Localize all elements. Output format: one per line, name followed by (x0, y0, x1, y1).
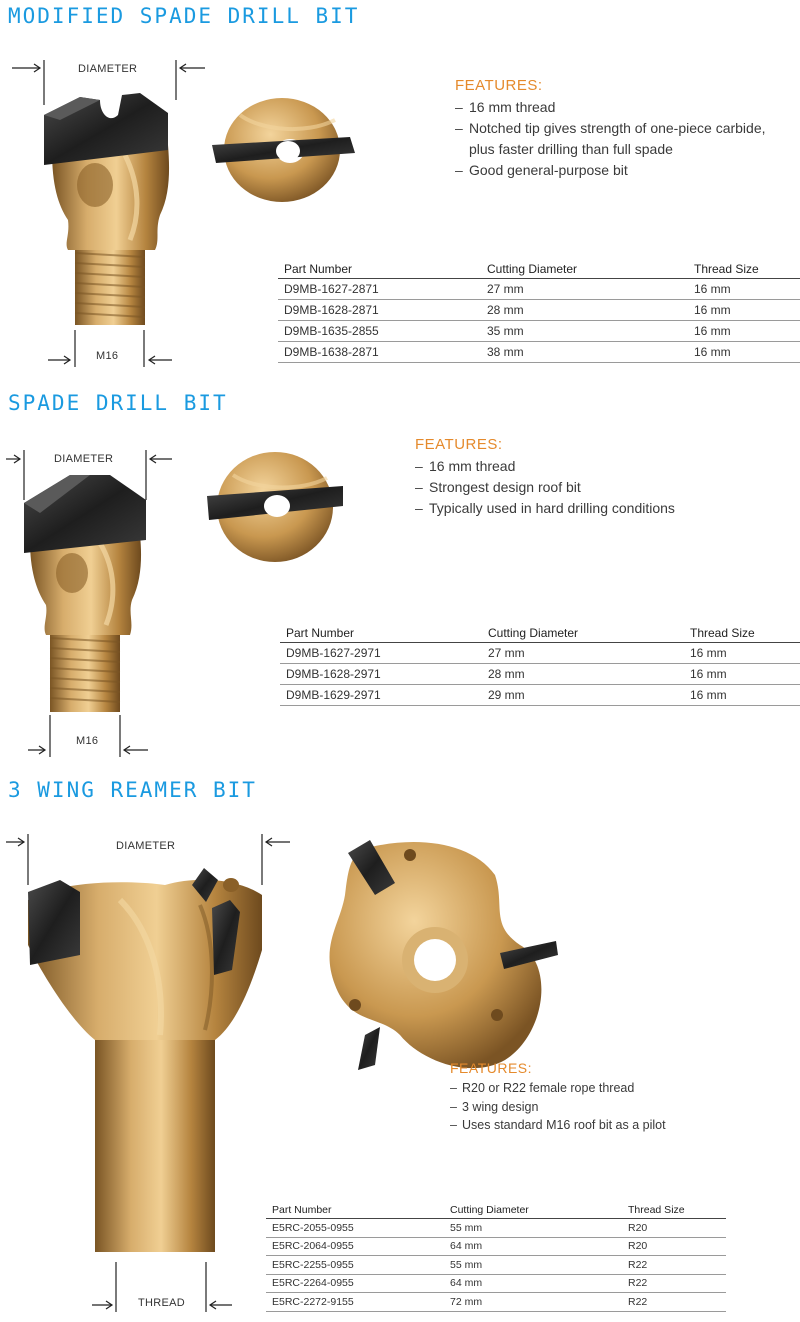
table-cell: 27 mm (482, 643, 684, 664)
spec-table (280, 622, 800, 706)
table-cell: 16 mm (684, 643, 800, 664)
table-cell: 16 mm (688, 321, 800, 342)
reamer-bit-side-image (0, 830, 300, 1320)
features-block (455, 77, 785, 181)
table-cell: 16 mm (688, 342, 800, 363)
feature-item: – 16 mm thread (415, 456, 785, 477)
feature-item: – Notched tip gives strength of one-piece carbide, plus faster drilling than full spade (455, 118, 785, 160)
table-cell: R20 (622, 1219, 726, 1238)
column-header: Thread Size (684, 622, 800, 643)
thread-size-label: THREAD (138, 1297, 186, 1309)
table-cell: 16 mm (684, 664, 800, 685)
feature-item: – Good general-purpose bit (455, 160, 785, 181)
feature-item: – Uses standard M16 roof bit as a pilot (450, 1116, 790, 1135)
reamer-bit-top-image (320, 835, 560, 1085)
table-cell: E5RC-2064-0955 (266, 1237, 444, 1256)
table-cell: 27 mm (481, 279, 688, 300)
table-cell: D9MB-1627-2971 (280, 643, 482, 664)
column-header: Part Number (278, 258, 481, 279)
table-row (266, 1256, 726, 1275)
modified-spade-bit-top-image (210, 95, 355, 205)
section-title-spade: SPADE DRILL BIT (8, 391, 228, 415)
table-cell: D9MB-1628-2971 (280, 664, 482, 685)
features-heading: FEATURES: (455, 77, 543, 94)
table-cell: 55 mm (444, 1256, 622, 1275)
table-row (266, 1219, 726, 1238)
spade-bit-side-image (0, 445, 180, 760)
column-header: Thread Size (688, 258, 800, 279)
feature-item: – Strongest design roof bit (415, 477, 785, 498)
table-cell: D9MB-1635-2855 (278, 321, 481, 342)
table-row (266, 1237, 726, 1256)
table-cell: 38 mm (481, 342, 688, 363)
table-cell: E5RC-2272-9155 (266, 1293, 444, 1312)
table-cell: E5RC-2264-0955 (266, 1274, 444, 1293)
modified-spade-bit-side-image (0, 55, 210, 375)
diameter-label: DIAMETER (78, 63, 138, 75)
table-row (278, 342, 800, 363)
table-row (278, 279, 800, 300)
table-cell: 72 mm (444, 1293, 622, 1312)
column-header: Cutting Diameter (482, 622, 684, 643)
table-cell: D9MB-1628-2871 (278, 300, 481, 321)
table-cell: R22 (622, 1274, 726, 1293)
table-row (280, 685, 800, 706)
diameter-label: DIAMETER (54, 453, 114, 465)
features-heading: FEATURES: (450, 1060, 533, 1076)
table-cell: 64 mm (444, 1274, 622, 1293)
features-heading: FEATURES: (415, 436, 503, 453)
features-block (450, 1060, 790, 1135)
column-header: Thread Size (622, 1200, 726, 1219)
feature-item: – 3 wing design (450, 1098, 790, 1117)
table-cell: R22 (622, 1256, 726, 1275)
thread-size-label: M16 (96, 350, 119, 362)
table-cell: R22 (622, 1293, 726, 1312)
feature-item: – 16 mm thread (455, 97, 785, 118)
table-cell: D9MB-1629-2971 (280, 685, 482, 706)
table-cell: E5RC-2255-0955 (266, 1256, 444, 1275)
section-title-modified-spade: MODIFIED SPADE DRILL BIT (8, 4, 360, 28)
table-cell: 55 mm (444, 1219, 622, 1238)
table-cell: 28 mm (482, 664, 684, 685)
table-cell: 64 mm (444, 1237, 622, 1256)
table-row (278, 300, 800, 321)
table-header-row (278, 258, 800, 279)
features-block (415, 436, 785, 519)
table-cell: 35 mm (481, 321, 688, 342)
table-cell: R20 (622, 1237, 726, 1256)
spec-table (278, 258, 800, 363)
feature-item: – R20 or R22 female rope thread (450, 1079, 790, 1098)
spec-table (266, 1200, 726, 1312)
thread-size-label: M16 (76, 735, 99, 747)
column-header: Part Number (266, 1200, 444, 1219)
section-title-3-wing-reamer: 3 WING REAMER BIT (8, 778, 257, 802)
column-header: Cutting Diameter (444, 1200, 622, 1219)
table-cell: 29 mm (482, 685, 684, 706)
table-header-row (280, 622, 800, 643)
table-cell: D9MB-1638-2871 (278, 342, 481, 363)
table-header-row (266, 1200, 726, 1219)
table-row (280, 664, 800, 685)
table-cell: 16 mm (688, 300, 800, 321)
table-cell: E5RC-2055-0955 (266, 1219, 444, 1238)
column-header: Part Number (280, 622, 482, 643)
feature-item: – Typically used in hard drilling conditions (415, 498, 785, 519)
table-row (266, 1293, 726, 1312)
column-header: Cutting Diameter (481, 258, 688, 279)
table-row (266, 1274, 726, 1293)
spade-bit-top-image (205, 450, 350, 565)
table-cell: 16 mm (688, 279, 800, 300)
table-row (280, 643, 800, 664)
table-cell: 16 mm (684, 685, 800, 706)
table-row (278, 321, 800, 342)
table-cell: D9MB-1627-2871 (278, 279, 481, 300)
table-cell: 28 mm (481, 300, 688, 321)
diameter-label: DIAMETER (116, 840, 176, 852)
